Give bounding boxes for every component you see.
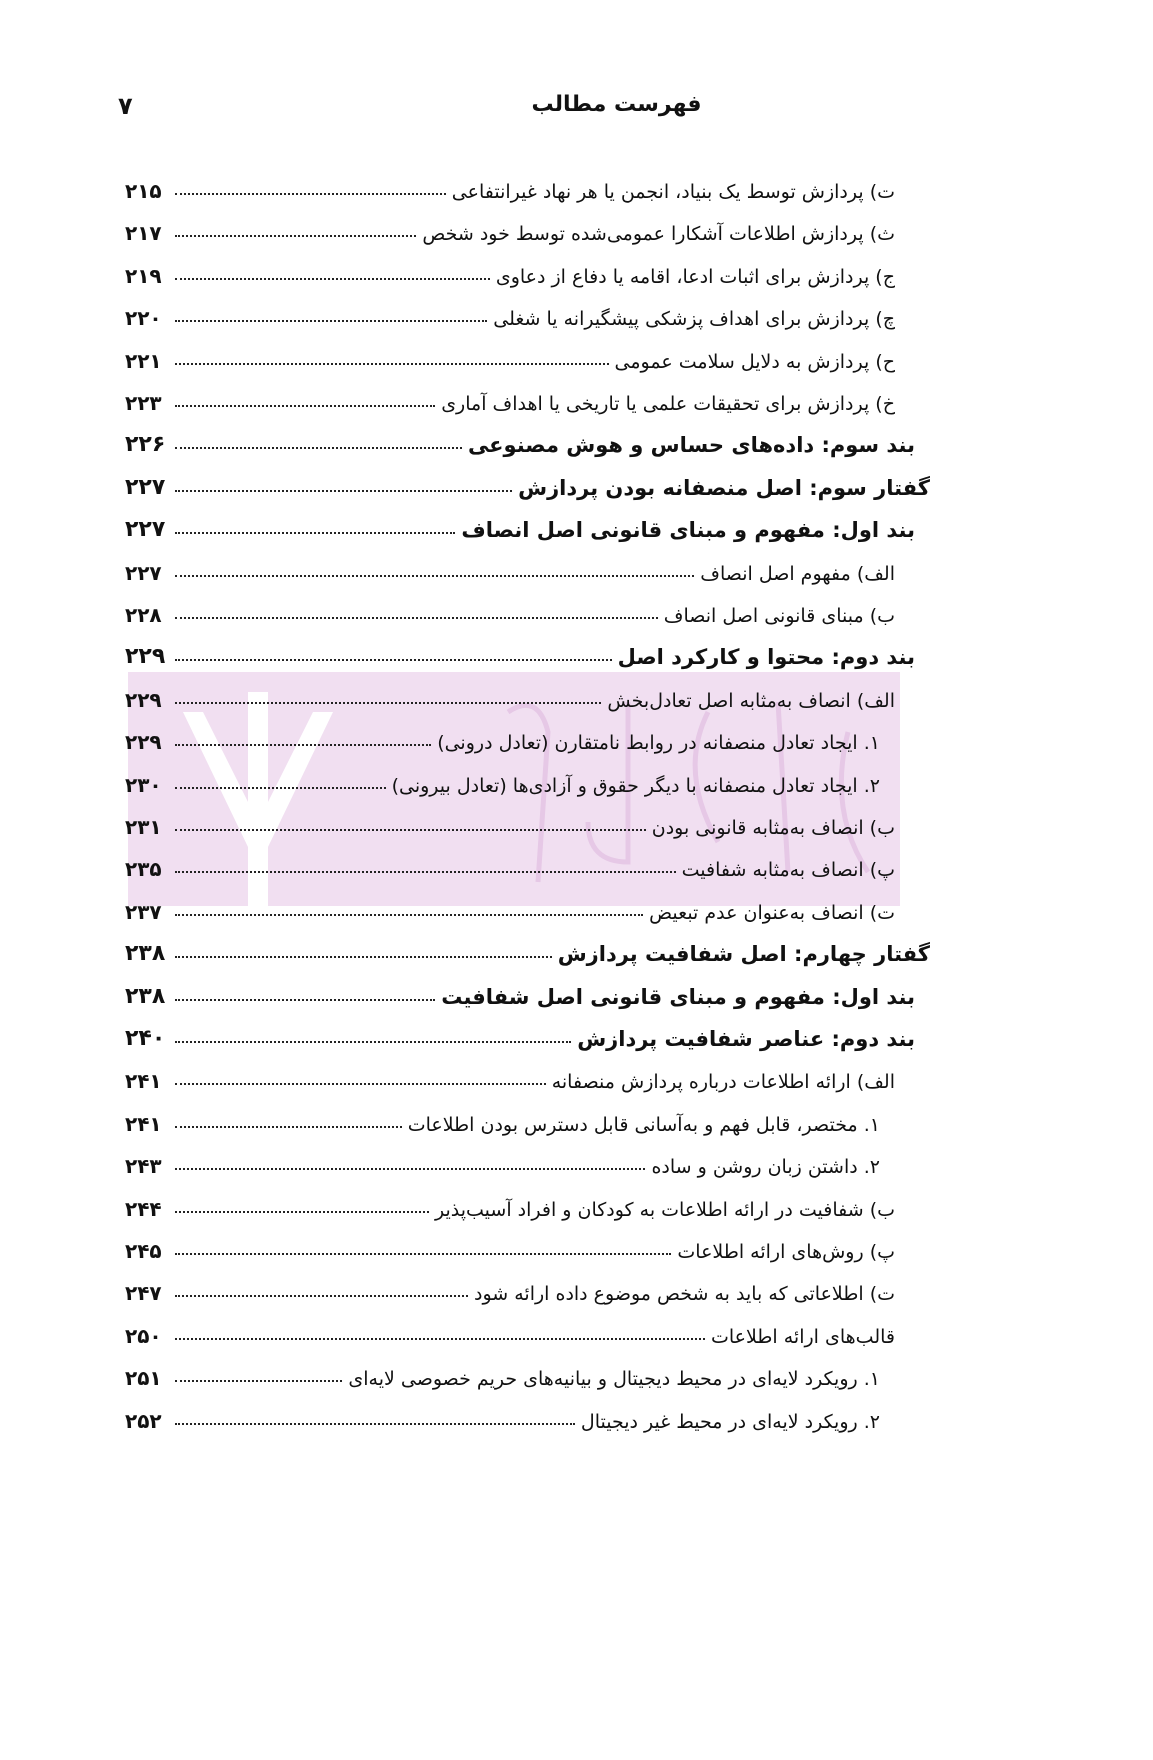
toc-entry-title: ب) شفافیت در ارائه اطلاعات به کودکان و افراد آسیب‌پذیر: [434, 1198, 895, 1221]
toc-entry[interactable]: [125, 714, 880, 754]
toc-entry[interactable]: [125, 1011, 915, 1051]
dot-leader: [175, 1338, 705, 1340]
toc-entry[interactable]: [125, 248, 895, 288]
page-header-title: فهرست مطالب: [531, 92, 702, 117]
toc-entry[interactable]: [125, 1393, 880, 1433]
toc-entry-title: ت) اطلاعاتی که باید به شخص موضوع داده ارائه شود: [474, 1283, 895, 1306]
toc-entry-title: ب) مبنای قانونی اصل انصاف: [663, 605, 895, 627]
toc-entry-title: ج) پردازش برای اثبات ادعا، اقامه یا دفاع از دعاوی: [495, 265, 895, 288]
toc-entry-page: ۲۳۰: [125, 772, 162, 797]
dot-leader: [175, 490, 512, 492]
toc-entry[interactable]: [125, 587, 895, 627]
toc-entry[interactable]: [125, 1265, 895, 1305]
toc-entry[interactable]: [125, 841, 895, 881]
dot-leader: [175, 1380, 342, 1382]
toc-entry-page: ۲۳۸: [125, 983, 166, 1009]
toc-entry[interactable]: [125, 502, 915, 542]
dot-leader: [175, 1083, 546, 1085]
dot-leader: [175, 914, 643, 916]
toc-entry-title: الف) ارائه اطلاعات درباره پردازش منصفانه: [551, 1071, 895, 1094]
toc-entry[interactable]: [125, 1096, 880, 1136]
toc-entry-title: چ) پردازش برای اهداف پزشکی پیشگیرانه یا شغلی: [493, 308, 895, 331]
toc-entry[interactable]: [125, 672, 895, 712]
toc-entry-page: ۲۴۱: [125, 1111, 162, 1136]
toc-entry-title: بند سوم: داده‌های حساس و هوش مصنوعی: [467, 433, 915, 458]
toc-entry[interactable]: [125, 1223, 895, 1263]
dot-leader: [175, 447, 462, 449]
toc-entry-title: بند دوم: محتوا و کارکرد اصل: [617, 645, 915, 670]
dot-leader: [175, 1168, 645, 1170]
toc-entry-page: ۲۱۵: [125, 179, 162, 203]
toc-entry[interactable]: [125, 545, 895, 585]
toc-entry-page: ۲۵۰: [125, 1323, 162, 1348]
toc-entry-page: ۲۱۷: [125, 221, 162, 246]
dot-leader: [175, 659, 612, 661]
toc-entry[interactable]: [125, 163, 895, 203]
toc-entry[interactable]: [125, 205, 895, 245]
toc-entry-page: ۲۲۹: [125, 730, 162, 755]
toc-entry-page: ۲۴۳: [125, 1154, 162, 1179]
dot-leader: [175, 999, 435, 1001]
toc-entry-title: ب) انصاف به‌مثابه قانونی بودن: [651, 817, 895, 839]
toc-entry-page: ۲۵۲: [125, 1408, 162, 1433]
dot-leader: [175, 193, 446, 195]
toc-entry-title: الف) انصاف به‌مثابه اصل تعادل‌بخش: [607, 689, 895, 712]
toc-entry-page: ۲۲۰: [125, 306, 162, 331]
toc-entry-page: ۲۳۱: [125, 815, 162, 839]
page-number: ۷: [118, 92, 133, 120]
toc-entry-page: ۲۲۷: [125, 517, 166, 543]
toc-entry[interactable]: [125, 1181, 895, 1221]
toc-entry-title: قالب‌های ارائه اطلاعات: [710, 1325, 895, 1348]
toc-entry-page: ۲۳۸: [125, 941, 166, 967]
toc-entry-page: ۲۲۹: [125, 644, 166, 670]
toc-entry-title: ۱. مختصر، قابل فهم و به‌آسانی قابل دسترس بودن اطلاعات: [407, 1113, 880, 1136]
toc-entry[interactable]: [125, 757, 880, 797]
toc-entry-page: ۲۴۴: [125, 1196, 162, 1221]
dot-leader: [175, 956, 552, 958]
toc-entry[interactable]: [125, 969, 915, 1009]
toc-entry-page: ۲۱۹: [125, 263, 162, 288]
toc-entry-title: الف) مفهوم اصل انصاف: [700, 562, 895, 585]
dot-leader: [175, 702, 601, 704]
toc-entry-title: ث) پردازش اطلاعات آشکارا عمومی‌شده توسط خود شخص: [422, 223, 895, 246]
toc-entry-page: ۲۴۱: [125, 1069, 162, 1094]
toc-entry[interactable]: [125, 290, 895, 330]
toc-entry[interactable]: [125, 799, 895, 839]
toc-entry[interactable]: [125, 1350, 880, 1390]
toc-entry-title: ۲. داشتن زبان روشن و ساده: [651, 1156, 880, 1179]
dot-leader: [175, 278, 490, 280]
toc-entry-title: ۱. رویکرد لایه‌ای در محیط دیجیتال و بیانیه‌های حریم خصوصی لایه‌ای: [348, 1368, 880, 1391]
dot-leader: [175, 405, 435, 407]
toc-entry-page: ۲۲۸: [125, 603, 162, 627]
toc-entry-title: ح) پردازش به دلایل سلامت عمومی: [614, 350, 895, 373]
dot-leader: [175, 320, 487, 322]
toc-entry-page: ۲۲۶: [125, 432, 166, 458]
toc-entry[interactable]: [125, 417, 915, 457]
toc-entry-title: ت) پردازش توسط یک بنیاد، انجمن یا هر نهاد غیرانتفاعی: [451, 181, 895, 203]
toc-entry[interactable]: [125, 884, 895, 924]
toc-entry-title: ۲. ایجاد تعادل منصفانه با دیگر حقوق و آزادی‌ها (تعادل بیرونی): [391, 774, 880, 797]
toc-entry[interactable]: [125, 629, 915, 669]
toc-entry[interactable]: [125, 333, 895, 373]
dot-leader: [175, 575, 694, 577]
dot-leader: [175, 617, 658, 619]
toc-entry-title: ۲. رویکرد لایه‌ای در محیط غیر دیجیتال: [580, 1410, 880, 1433]
toc-entry-page: ۲۳۷: [125, 899, 162, 924]
dot-leader: [175, 532, 455, 534]
dot-leader: [175, 1295, 468, 1297]
toc-entry-page: ۲۳۵: [125, 857, 162, 882]
toc-entry[interactable]: [125, 375, 895, 415]
toc-entry-title: خ) پردازش برای تحقیقات علمی یا تاریخی یا اهداف آماری: [441, 393, 895, 415]
toc-entry-page: ۲۲۳: [125, 391, 162, 415]
toc-entry-title: ۱. ایجاد تعادل منصفانه در روابط نامتقارن (تعادل درونی): [437, 732, 880, 755]
dot-leader: [175, 1041, 571, 1043]
toc-entry-title: پ) روش‌های ارائه اطلاعات: [677, 1241, 895, 1263]
dot-leader: [175, 1423, 575, 1425]
toc-entry-page: ۲۵۱: [125, 1366, 162, 1391]
toc-entry-page: ۲۲۹: [125, 687, 162, 712]
toc-entry-page: ۲۴۷: [125, 1281, 162, 1306]
dot-leader: [175, 1211, 429, 1213]
dot-leader: [175, 871, 676, 873]
toc-entry[interactable]: [125, 1053, 895, 1093]
toc-entry-title: بند اول: مفهوم و مبنای قانونی اصل شفافیت: [441, 984, 915, 1009]
toc-entry[interactable]: [125, 926, 930, 966]
toc-entry-page: ۲۲۱: [125, 348, 162, 373]
dot-leader: [175, 1253, 671, 1255]
toc-entry-title: ت) انصاف به‌عنوان عدم تبعیض: [649, 901, 895, 924]
dot-leader: [175, 829, 646, 831]
toc-entry-title: گفتار سوم: اصل منصفانه بودن پردازش: [518, 475, 930, 500]
toc-entry-title: بند دوم: عناصر شفافیت پردازش: [577, 1027, 915, 1051]
toc-entry-page: ۲۴۰: [125, 1026, 166, 1051]
dot-leader: [175, 235, 416, 237]
dot-leader: [175, 744, 431, 746]
toc-entry[interactable]: [125, 1138, 880, 1178]
toc-entry-title: بند اول: مفهوم و مبنای قانونی اصل انصاف: [461, 518, 915, 543]
toc-entry-title: گفتار چهارم: اصل شفافیت پردازش: [557, 942, 930, 967]
toc-entry-page: ۲۴۵: [125, 1239, 162, 1263]
toc-entry-page: ۲۲۷: [125, 474, 166, 500]
toc-entry[interactable]: [125, 1308, 895, 1348]
dot-leader: [175, 1126, 402, 1128]
toc-entry-title: پ) انصاف به‌مثابه شفافیت: [681, 859, 895, 882]
dot-leader: [175, 363, 609, 365]
toc-entry-page: ۲۲۷: [125, 560, 162, 585]
toc-entry[interactable]: [125, 460, 930, 500]
dot-leader: [175, 787, 386, 789]
